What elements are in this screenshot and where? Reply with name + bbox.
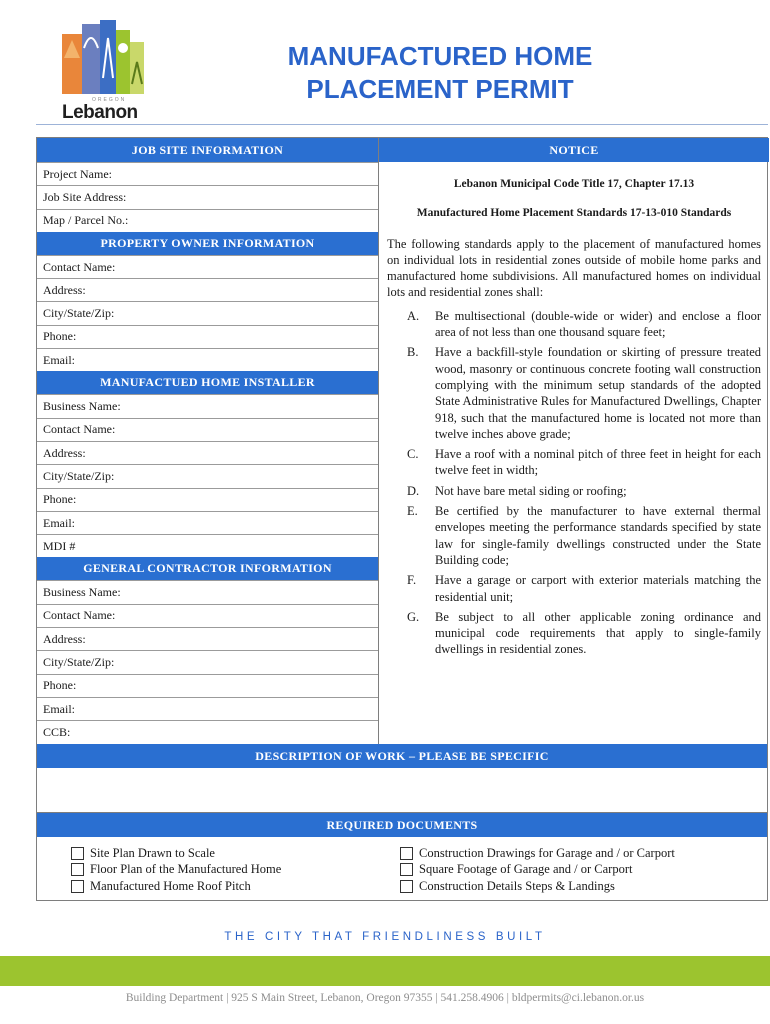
required-document-item: [71, 862, 281, 879]
standard-text: Have a roof with a nominal pitch of three feet in height for each twelve feet in width;: [435, 447, 761, 478]
standard-text: Be multisectional (double-wide or wider) and enclose a floor area of not less than one thousand square feet;: [435, 308, 761, 340]
page-title: [230, 40, 650, 106]
installer-field[interactable]: MDI #: [37, 534, 378, 557]
required-document-item: [71, 845, 281, 862]
property-owner-field[interactable]: Contact Name:: [37, 255, 378, 278]
standard-text: Be certified by the manufacturer to have external thermal envelopes meeting the performance standards specified by state law for single-family dwellings constructed under the State Building code;: [435, 504, 761, 567]
contractor-header: GENERAL CONTRACTOR INFORMATION: [37, 557, 378, 580]
contractor-field[interactable]: Email:: [37, 697, 378, 720]
installer-field[interactable]: Business Name:: [37, 394, 378, 417]
standard-text: Have a garage or carport with exterior materials matching the residential unit;: [435, 573, 761, 604]
standard-item: [387, 483, 761, 499]
installer-header: MANUFACTUED HOME INSTALLER: [37, 371, 378, 394]
required-document-item: [71, 878, 281, 895]
contractor-field[interactable]: Contact Name:: [37, 604, 378, 627]
required-document-item: [400, 862, 675, 879]
required-documents-list: [37, 837, 767, 901]
permit-form: [36, 137, 768, 901]
document-checkbox[interactable]: [400, 863, 413, 876]
municipal-code-line: Lebanon Municipal Code Title 17, Chapter 17.13: [453, 178, 695, 190]
installer-field[interactable]: Phone:: [37, 488, 378, 511]
job-site-fields: [37, 162, 378, 232]
contractor-field[interactable]: Address:: [37, 627, 378, 650]
required-documents-header: REQUIRED DOCUMENTS: [37, 813, 767, 837]
required-document-item: [400, 845, 675, 862]
lebanon-logo-graphic-icon: [58, 18, 150, 98]
standard-letter: C.: [407, 447, 419, 462]
property-owner-field[interactable]: Email:: [37, 348, 378, 371]
notice-body: [379, 162, 769, 658]
job-site-field[interactable]: Project Name:: [37, 162, 378, 185]
standard-item: [387, 344, 761, 442]
footer-green-bar: [0, 956, 770, 986]
document-checkbox[interactable]: [71, 847, 84, 860]
logo-wordmark: Lebanon: [62, 102, 138, 123]
job-site-field[interactable]: Job Site Address:: [37, 185, 378, 208]
footer-contact-info: Building Department | 925 S Main Street, Lebanon, Oregon 97355 | 541.258.4906 | bldpermits@ci.lebanon.or.us: [125, 992, 645, 1004]
logo-state-text: OREGON: [92, 97, 127, 103]
standard-item: [387, 572, 761, 605]
notice-column: [378, 138, 769, 744]
property-owner-field[interactable]: Address:: [37, 278, 378, 301]
applicant-info-column: [37, 138, 378, 744]
standard-letter: B.: [407, 345, 419, 360]
property-owner-header: PROPERTY OWNER INFORMATION: [37, 232, 378, 255]
city-logo: [58, 18, 150, 123]
contractor-field[interactable]: City/State/Zip:: [37, 650, 378, 673]
document-label: Construction Drawings for Garage and / or Carport: [419, 845, 675, 860]
installer-field[interactable]: Contact Name:: [37, 418, 378, 441]
standard-letter: F.: [407, 573, 417, 588]
title-line-1: MANUFACTURED HOME: [287, 41, 593, 71]
document-label: Manufactured Home Roof Pitch: [90, 878, 251, 893]
required-document-item: [400, 878, 675, 895]
title-line-2: PLACEMENT PERMIT: [306, 74, 574, 104]
document-checkbox[interactable]: [400, 847, 413, 860]
standard-item: [387, 446, 761, 479]
installer-field[interactable]: City/State/Zip:: [37, 464, 378, 487]
installer-field[interactable]: Address:: [37, 441, 378, 464]
standard-item: [387, 609, 761, 658]
standards-list: [387, 308, 761, 658]
contractor-field[interactable]: Phone:: [37, 674, 378, 697]
document-checkbox[interactable]: [400, 880, 413, 893]
job-site-header: JOB SITE INFORMATION: [37, 138, 378, 162]
standard-text: Be subject to all other applicable zoning ordinance and municipal code requirements that apply to single-family dwellings in residential zones.: [435, 609, 761, 657]
document-checkbox[interactable]: [71, 863, 84, 876]
notice-header: NOTICE: [379, 138, 769, 162]
description-header: DESCRIPTION OF WORK – PLEASE BE SPECIFIC: [37, 744, 767, 768]
standards-line: Manufactured Home Placement Standards 17-13-010 Standards: [416, 207, 732, 220]
contractor-field[interactable]: Business Name:: [37, 580, 378, 603]
document-label: Site Plan Drawn to Scale: [90, 845, 215, 860]
job-site-field[interactable]: Map / Parcel No.:: [37, 209, 378, 232]
installer-fields: [37, 394, 378, 557]
standard-letter: G.: [407, 609, 420, 624]
standard-item: [387, 308, 761, 341]
property-owner-field[interactable]: City/State/Zip:: [37, 301, 378, 324]
standard-text: Have a backfill-style foundation or skirting of pressure treated wood, masonry or continuous concrete footing wall construction complying with the minimum setup standards of the adopted State Administrative Rules for Manufactured Dwellings, Chapter 918, such that the manufactured home is located not more than twelve inches above grade;: [435, 345, 761, 441]
standard-letter: E.: [407, 504, 418, 519]
standard-item: [387, 503, 761, 568]
notice-intro: The following standards apply to the placement of manufactured homes on individual lots in residential zones outside of mobile home parks and manufactured home subdivisions. All manufactured homes on individual lots and residential zones shall:: [387, 236, 761, 300]
standard-letter: D.: [407, 483, 420, 498]
contractor-field[interactable]: CCB:: [37, 720, 378, 743]
property-owner-field[interactable]: Phone:: [37, 325, 378, 348]
property-owner-fields: [37, 255, 378, 371]
document-label: Floor Plan of the Manufactured Home: [90, 862, 282, 877]
document-label: Construction Details Steps & Landings: [419, 878, 615, 893]
city-tagline: THE CITY THAT FRIENDLINESS BUILT: [224, 931, 546, 943]
description-of-work-field[interactable]: [37, 768, 767, 813]
standard-letter: A.: [407, 308, 420, 323]
header-divider: [36, 124, 768, 125]
required-documents-left: [71, 845, 281, 895]
required-documents-right: [400, 845, 675, 895]
contractor-fields: [37, 580, 378, 743]
installer-field[interactable]: Email:: [37, 511, 378, 534]
standard-text: Not have bare metal siding or roofing;: [435, 483, 627, 498]
document-checkbox[interactable]: [71, 880, 84, 893]
document-label: Square Footage of Garage and / or Carport: [419, 862, 633, 877]
